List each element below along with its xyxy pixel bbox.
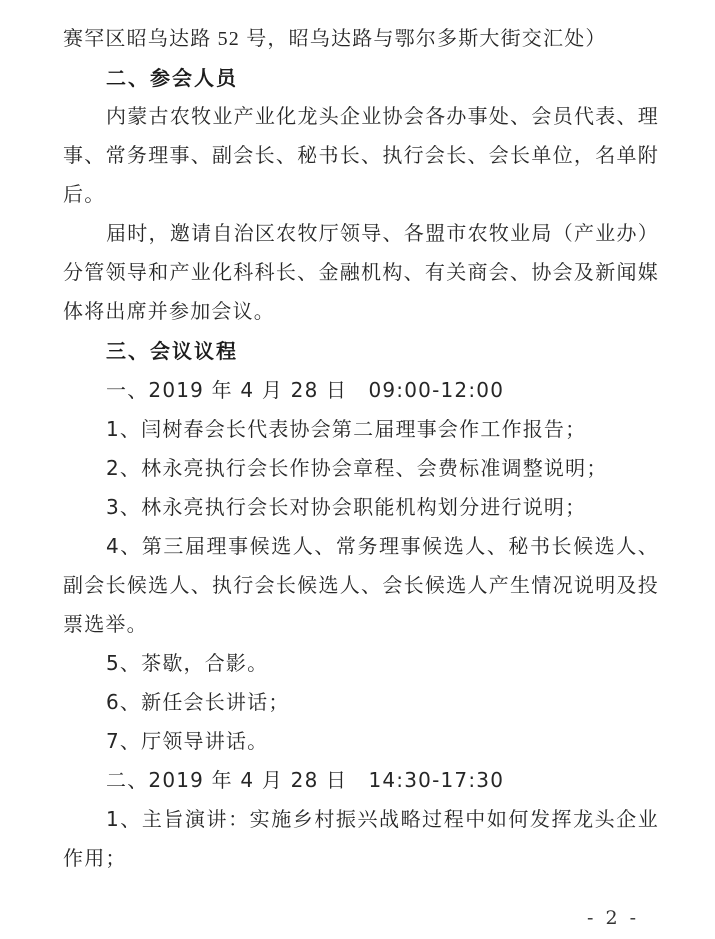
agenda-item-1-6: 6、新任会长讲话； [106, 690, 290, 714]
agenda-item-2-1: 1、主旨演讲：实施乡村振兴战略过程中如何发挥龙头企业作用； [63, 807, 659, 870]
agenda-item-1-5: 5、茶歇，合影。 [106, 651, 269, 675]
paragraph-invited-guests: 届时，邀请自治区农牧厅领导、各盟市农牧业局（产业办）分管领导和产业化科科长、金融机构、有关商会、协会及新闻媒体将出席并参加会议。 [63, 223, 659, 323]
page-number: - 2 - [586, 907, 639, 929]
page-content [63, 20, 659, 878]
agenda-session-1-datetime: 一、2019 年 4 月 28 日 09:00-12:00 [106, 378, 505, 402]
section-heading-agenda: 三、会议议程 [106, 339, 238, 363]
agenda-item-1-1: 1、闫树春会长代表协会第二届理事会作工作报告； [106, 417, 587, 441]
agenda-item-1-4: 4、第三届理事候选人、常务理事候选人、秘书长候选人、副会长候选人、执行会长候选人、会长候选人产生情况说明及投票选举。 [63, 534, 659, 636]
agenda-session-2-datetime: 二、2019 年 4 月 28 日 14:30-17:30 [106, 768, 505, 792]
paragraph-attendee-list: 内蒙古农牧业产业化龙头企业协会各办事处、会员代表、理事、常务理事、副会长、秘书长、执行会长、会长单位，名单附后。 [63, 106, 659, 206]
agenda-item-1-7: 7、厅领导讲话。 [106, 729, 269, 753]
paragraph-address-continuation: 赛罕区昭乌达路 52 号，昭乌达路与鄂尔多斯大街交汇处） [63, 28, 607, 50]
agenda-item-1-2: 2、林永亮执行会长作协会章程、会费标准调整说明； [106, 456, 608, 480]
agenda-item-1-3: 3、林永亮执行会长对协会职能机构划分进行说明； [106, 495, 587, 519]
section-heading-attendees: 二、参会人员 [106, 66, 238, 90]
